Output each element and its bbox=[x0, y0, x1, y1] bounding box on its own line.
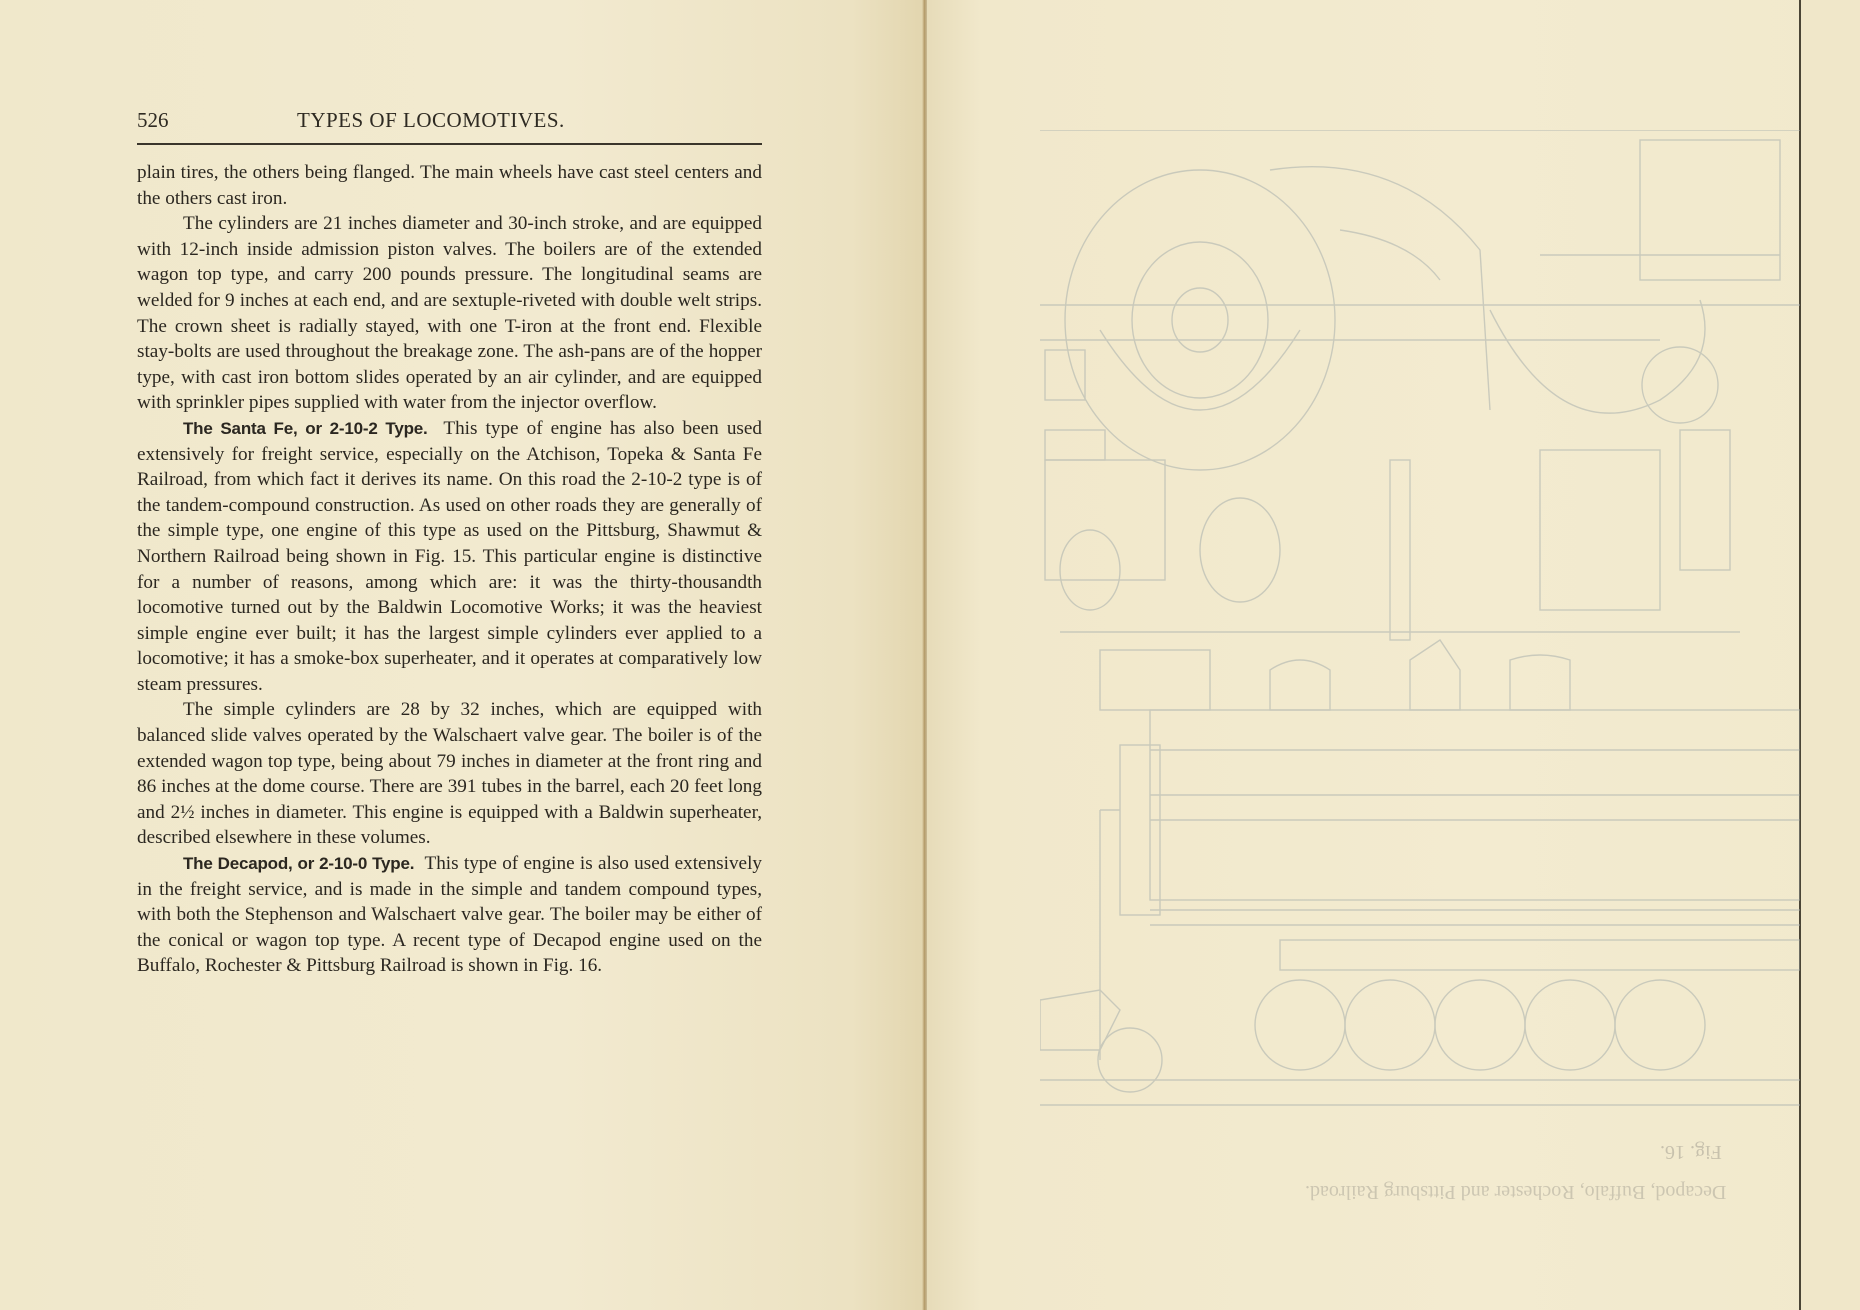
section-run-in-heading: The Santa Fe, or 2-10-2 Type. bbox=[183, 418, 428, 438]
figure-label: Fig. 16. bbox=[1660, 1141, 1722, 1163]
header-rule bbox=[137, 143, 762, 145]
page-number: 526 bbox=[137, 108, 169, 132]
paragraph-text: The simple cylinders are 28 by 32 inches, which are equipped with balanced slide valves operated by the Walschaert valve gear. The boiler is of the extended wagon top type, being about 79 inches in diameter at the front ring and 86 inches at the dome course. There are 391 tubes in the barrel, each 20 feet long and 2½ inches in diameter. This engine is equipped with a Baldwin superheater, described elsewhere in these volumes. bbox=[137, 699, 762, 849]
paragraph bbox=[137, 416, 762, 698]
paragraph bbox=[137, 697, 762, 851]
book-gutter bbox=[922, 0, 927, 1310]
paragraph-text: The cylinders are 21 inches diameter and 30-inch stroke, and are equipped with 12-inch inside admission piston valves. The boilers are of the extended wagon top type, and carry 200 pounds pressure. The longitudinal seams are welded for 9 inches at each end, and are sextuple-riveted with double welt strips. The crown sheet is radially stayed, with one T-iron at the front end. Flexible stay-bolts are used throughout the breakage zone. The ash-pans are of the hopper type, with cast iron bottom slides operated by an air cylinder, and are equipped with sprinkler pipes supplied with water from the injector overflow. bbox=[137, 213, 762, 414]
paragraph-text: This type of engine is also used extensively in the freight service, and is made in the simple and tandem compound types, with both the Stephenson and Walschaert valve gear. The boiler may be either of the conical or wagon top type. A recent type of Decapod engine used on the Buffalo, Rochester & Pittsburg Railroad is shown in Fig. 16. bbox=[137, 853, 762, 977]
running-title: TYPES OF LOCOMOTIVES. bbox=[297, 108, 565, 132]
locomotive-drawing-icon bbox=[1040, 130, 1800, 1130]
body-text bbox=[137, 160, 762, 979]
paragraph bbox=[137, 211, 762, 416]
section-run-in-heading: The Decapod, or 2-10-0 Type. bbox=[183, 854, 415, 874]
paragraph-text: plain tires, the others being flanged. The main wheels have cast steel centers and the others cast iron. bbox=[137, 162, 762, 209]
next-leaf-edge bbox=[1801, 0, 1860, 1310]
paragraph bbox=[137, 160, 762, 211]
figure-caption: Decapod, Buffalo, Rochester and Pittsburg Railroad. bbox=[1305, 1181, 1727, 1203]
show-through-locomotive-drawing bbox=[1040, 130, 1800, 1130]
paragraph bbox=[137, 851, 762, 979]
paragraph-text: This type of engine has also been used extensively for freight service, especially on the Atchison, Topeka & Santa Fe Railroad, from which fact it derives its name. On this road the 2-10-2 type is of the tandem-compound construction. As used on other roads they are generally of the simple type, one engine of this type as used on the Pittsburg, Shawmut & Northern Railroad being shown in Fig. 15. This particular engine is distinctive for a number of reasons, among which are: it was the thirty-thousandth locomotive turned out by the Baldwin Locomotive Works; it was the heaviest simple engine ever built; it has the largest simple cylinders ever applied to a locomotive; it has a smoke-box superheater, and it operates at comparatively low steam pressures. bbox=[137, 417, 762, 695]
running-head bbox=[137, 108, 762, 142]
